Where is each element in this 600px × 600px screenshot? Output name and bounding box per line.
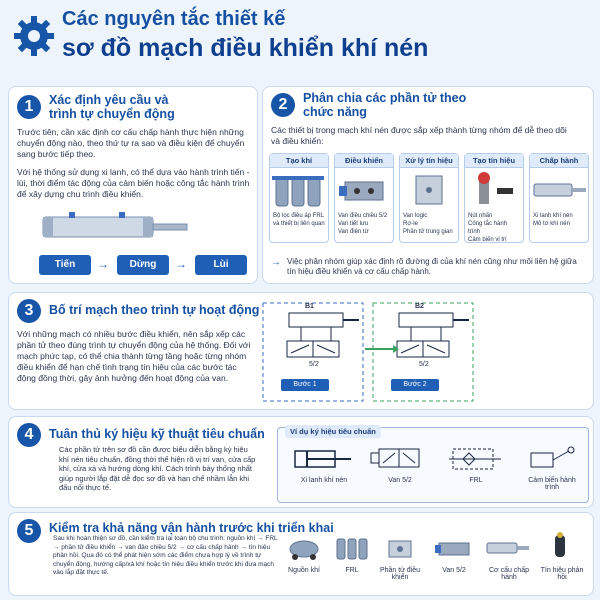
section-3-para: Với những mạch có nhiều bước điều khiển, nên sắp xếp các phần tử theo đúng trình tự chuyển động của hệ thống. Đối với mạch phức tạp, có thể chia thành từng tầng hoặc từng nhóm điều khiển để hạn chế tình trạng tín hiệu của các bước tác động đồng thời, gây ảnh hưởng đến hoạt động của van.	[17, 329, 251, 383]
group-name: Tạo khí	[270, 154, 328, 168]
section-4-para: Các phần tử trên sơ đồ cần được biểu diễn bằng ký hiệu khí nén tiêu chuẩn, đồng thời thể hiện rõ vị trí van, cửa cấp khí, cửa xả và hướng dòng khí. Cách trình bày thống nhất giúp người lắp đặt dễ đọc sơ đồ và hạn chế nhầm lẫn khi đấu nối thực tế.	[59, 445, 256, 492]
push-button-icon	[465, 168, 523, 212]
section-2-title: Phân chia các phần tử theo chức năng	[303, 91, 467, 119]
symbol-label: FRL	[469, 477, 483, 484]
group-item: Xi lanh khí nén	[533, 213, 573, 219]
valve-symbol-icon	[369, 445, 429, 473]
section-1-para-1: Trước tiên, cần xác định cơ cấu chấp hành thực hiện những chuyển động nào, theo thứ tự ra sao và điều kiện để chuyển sang bước tiếp theo.	[17, 127, 245, 159]
chain-label: Cơ cấu chấp hành	[488, 567, 529, 581]
group-item: Cảm biến vị trí	[468, 237, 507, 243]
step-1-badge: Bước 1	[281, 379, 329, 391]
cylinder-b2-label: B2	[415, 303, 424, 310]
group-item: Bộ lọc điều áp FRL	[273, 213, 325, 219]
symbol-box-title: Ví dụ ký hiệu tiêu chuẩn	[285, 425, 381, 438]
cylinder-b1-label: B1	[305, 303, 314, 310]
symbol-label: Cảm biến hành trình	[528, 477, 576, 491]
section-1-para-2: Với hệ thống sử dụng xi lanh, có thể dựa vào hành trình tiến - lùi, thời điểm tác động của cảm biến hoặc công tắc hành trình để xây dựng chu trình điều khiển.	[17, 167, 250, 199]
symbol-label: Van 5/2	[388, 477, 412, 484]
arrow-right-icon: →	[97, 257, 109, 271]
group-item: Van điều chiều 5/2	[338, 213, 388, 219]
limit-switch-symbol-icon	[521, 445, 581, 473]
chain-label: Phần tử điều khiển	[379, 567, 421, 581]
compressor-icon	[287, 535, 321, 561]
section-1-title: Xác định yêu cầu và trình tự chuyển động	[49, 93, 175, 121]
logic-block-icon	[400, 168, 458, 212]
valve-5-2-icon	[433, 535, 473, 561]
section-3-number: 3	[17, 299, 41, 323]
title-line-1: Các nguyên tắc thiết kế	[62, 8, 286, 30]
chain-label: FRL	[345, 567, 359, 574]
group-signal-generation	[464, 153, 524, 243]
group-name: Tạo tín hiệu	[465, 154, 523, 168]
group-item: Phần tử trung gian	[403, 229, 453, 235]
valve-label: 5/2	[419, 361, 429, 368]
section-1-card	[8, 86, 258, 284]
group-control	[334, 153, 394, 243]
group-name: Chấp hành	[530, 154, 588, 168]
section-5-para: Sau khi hoàn thiện sơ đồ, cần kiểm tra lại toàn bộ chu trình: nguồn khí → FRL → phần tử điều khiển → van đảo chiều 5/2 → cơ cấu chấp hành → tín hiệu phản hồi. Qua đó có thể phát hiện sớm các điểm chưa hợp lý về trình tự chuyển động, hướng cấp/xả khí hoặc tín hiệu điều khiển trước khi đưa mạch vào lắp đặt thực tế.	[53, 535, 278, 576]
group-item: Mô tơ khí nén	[533, 221, 570, 227]
group-item: Van tiết lưu	[338, 221, 369, 227]
frl-icon	[270, 168, 328, 212]
group-item: Công tắc hành trình	[468, 221, 508, 235]
flow-step-retract: Lùi	[195, 255, 247, 275]
arrow-right-icon: →	[175, 257, 187, 271]
group-name: Xử lý tín hiệu	[400, 154, 458, 168]
section-5-title: Kiểm tra khả năng vận hành trước khi triển khai	[49, 521, 334, 535]
section-4-title: Tuân thủ ký hiệu kỹ thuật tiêu chuẩn	[49, 427, 265, 441]
gear-icon	[12, 14, 56, 58]
group-item: Van logic	[403, 213, 428, 219]
section-5-card	[8, 512, 594, 596]
actuator-icon	[485, 535, 531, 561]
frl-symbol-icon	[447, 445, 503, 473]
cylinder-icon	[530, 168, 588, 212]
frl-icon	[335, 535, 369, 561]
group-signal-processing	[399, 153, 459, 243]
group-actuator	[529, 153, 589, 243]
flow-step-advance: Tiến	[39, 255, 91, 275]
control-element-icon	[383, 535, 417, 561]
group-item: và thiết bị liên quan	[273, 221, 325, 227]
section-3-title: Bố trí mạch theo trình tự hoạt động	[49, 303, 260, 317]
feedback-sensor-icon	[547, 531, 573, 561]
chain-label: Nguồn khí	[288, 567, 320, 574]
section-2-note: Việc phân nhóm giúp xác định rõ đường đi của khí nén cũng như mối liên hệ giữa tín hiệu điều khiển và cơ cấu chấp hành.	[287, 257, 577, 276]
section-2-number: 2	[271, 93, 295, 117]
section-2-intro: Các thiết bị trong mạch khí nén được sắp xếp thành từng nhóm để dễ theo dõi và điều khiển:	[271, 125, 567, 146]
step-2-badge: Bước 2	[391, 379, 439, 391]
group-item: Van điện từ	[338, 229, 369, 235]
symbol-label: Xi lanh khí nén	[300, 477, 348, 484]
valve-icon	[335, 168, 393, 212]
group-item: Nút nhấn	[468, 213, 493, 219]
section-3-card	[8, 292, 594, 410]
title-line-2: sơ đồ mạch điều khiển khí nén	[62, 34, 429, 62]
chain-label: Tín hiệu phản hồi	[540, 567, 584, 581]
arrow-right-icon: →	[271, 257, 281, 268]
cylinder-symbol-icon	[293, 447, 353, 471]
section-2-card	[262, 86, 594, 284]
group-name: Điều khiển	[335, 154, 393, 168]
section-4-number: 4	[17, 423, 41, 447]
chain-label: Van 5/2	[442, 567, 466, 574]
section-5-number: 5	[17, 519, 41, 543]
section-1-number: 1	[17, 95, 41, 119]
valve-label: 5/2	[309, 361, 319, 368]
header	[0, 0, 600, 84]
section-4-card	[8, 416, 594, 508]
flow-step-stop: Dừng	[117, 255, 169, 275]
group-item: Rơ-le	[403, 221, 418, 227]
group-air-supply	[269, 153, 329, 243]
cylinder-illustration	[39, 211, 189, 243]
